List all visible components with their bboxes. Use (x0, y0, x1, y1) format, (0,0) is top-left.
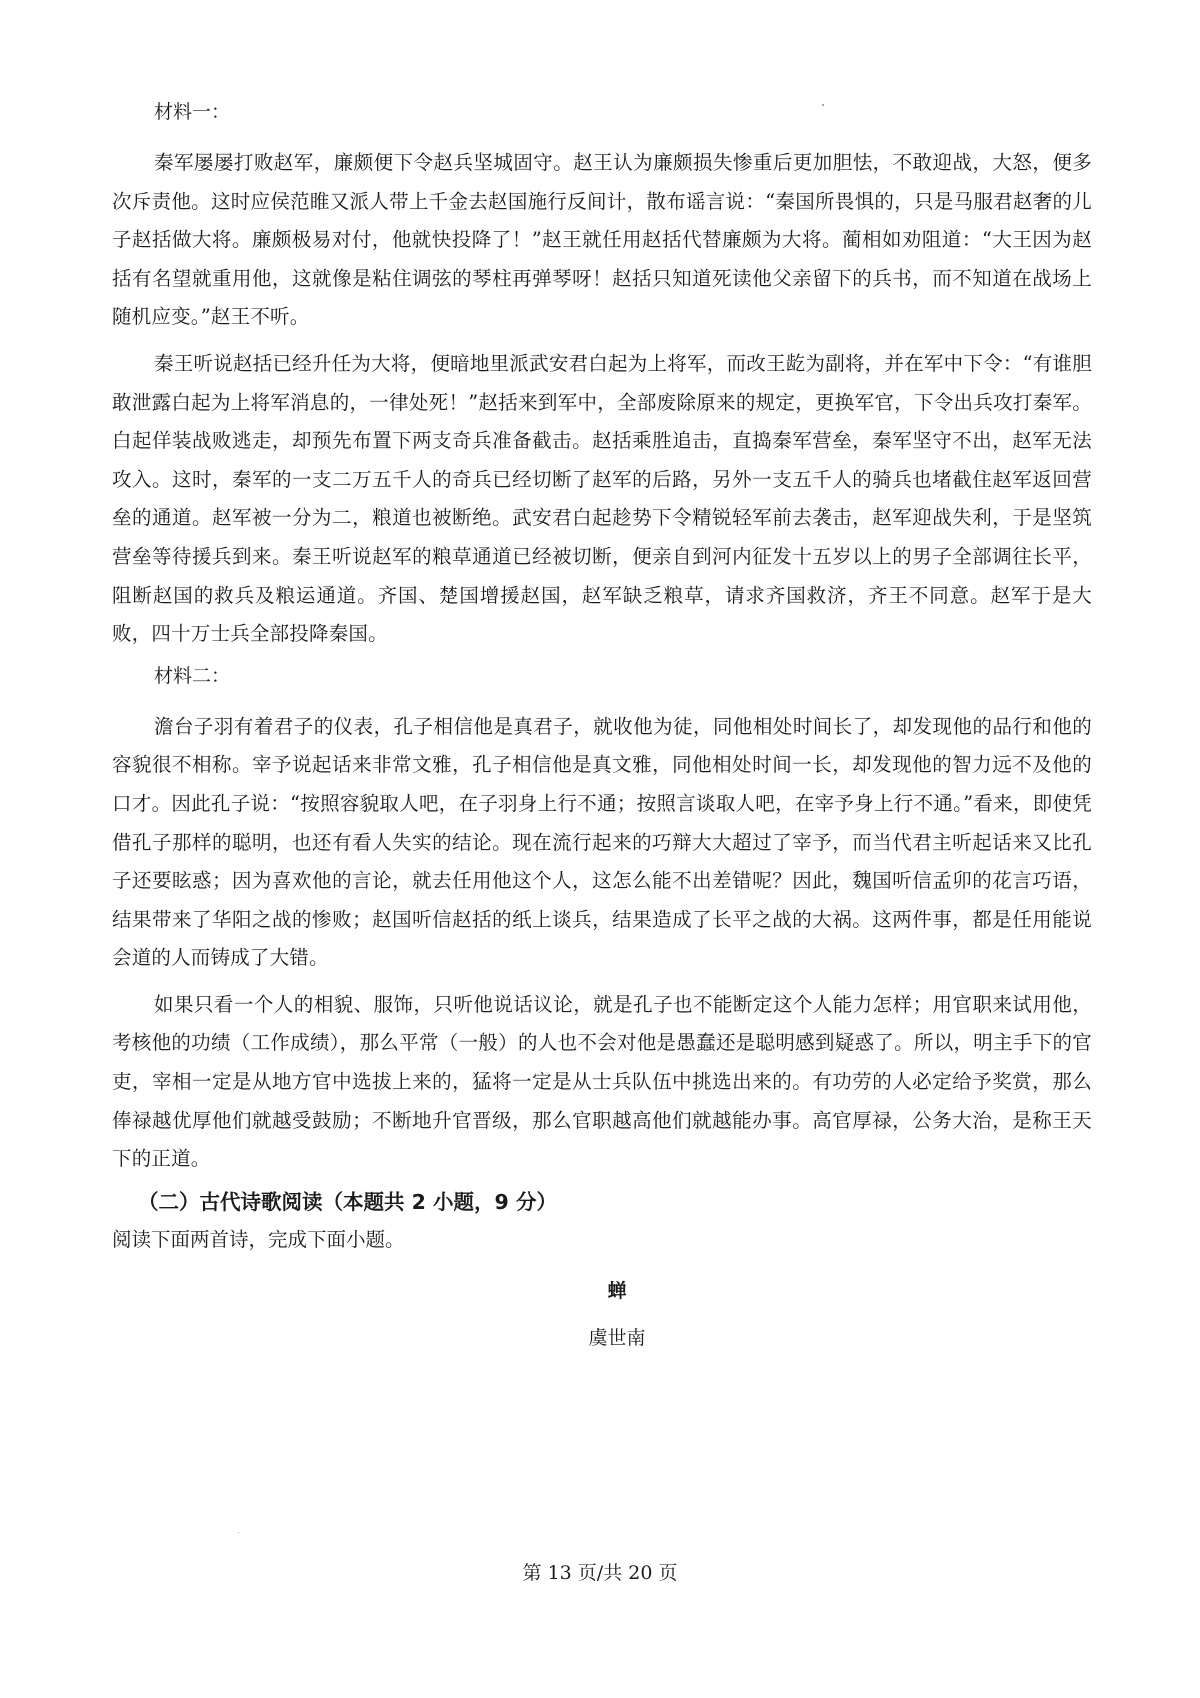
poem-author: 虞世南 (588, 1326, 646, 1349)
material-one-section (112, 98, 1092, 654)
page-number: 第 13 页/共 20 页 (522, 1562, 678, 1584)
section-instruction: 阅读下面两首诗，完成下面小题。 (112, 1227, 405, 1251)
document-body (112, 98, 1092, 1351)
section-heading: （二）古代诗歌阅读（本题共 2 小题，9 分） (138, 1189, 557, 1214)
poetry-section (112, 1187, 1092, 1351)
material-two-section (112, 662, 1092, 1179)
material-two-paragraph-2: 如果只看一个人的相貌、服饰，只听他说话议论，就是孔子也不能断定这个人能力怎样；用官职来试用他，考核他的功绩（工作成绩），那么平常（一般）的人也不会对他是愚蠢还是聪明感到疑惑了。所以，明主手下的官吏，宰相一定是从地方官中选拔上来的，猛将一定是从士兵队伍中挑选出来的。有功劳的人必定给予奖赏，那么俸禄越优厚他们就越受鼓励；不断地升官晋级，那么官职越高他们就越能办事。高官厚禄，公务大治，是称王天下的正道。 (112, 992, 1092, 1171)
material-one-label: 材料一： (154, 101, 231, 123)
material-one-paragraph-2: 秦王听说赵括已经升任为大将，便暗地里派武安君白起为上将军，而改王龁为副将，并在军中下令：“有谁胆敢泄露白起为上将军消息的，一律处死！”赵括来到军中，全部废除原来的规定，更换军官，下令出兵攻打秦军。白起佯装战败逃走，却预先布置下两支奇兵准备截击。赵括乘胜追击，直捣秦军营垒，秦军坚守不出，赵军无法攻入。这时，秦军的一支二万五千人的奇兵已经切断了赵军的后路，另外一支五千人的骑兵也堵截住赵军返回营垒的通道。赵军被一分为二，粮道也被断绝。武安君白起趁势下令精锐轻军前去袭击，赵军迎战失利，于是坚筑营垒等待援兵到来。秦王听说赵军的粮草通道已经被切断，便亲自到河内征发十五岁以上的男子全部调往长平，阻断赵国的救兵及粮运通道。齐国、楚国增援赵国，赵军缺乏粮草，请求齐国救济，齐王不同意。赵军于是大败，四十万士兵全部投降秦国。 (112, 351, 1092, 646)
material-one-paragraph-1: 秦军屡屡打败赵军，廉颇便下令赵兵坚城固守。赵王认为廉颇损失惨重后更加胆怯，不敢迎战，大怒，便多次斥责他。这时应侯范睢又派人带上千金去赵国施行反间计，散布谣言说：“秦国所畏惧的，只是马服君赵奢的儿子赵括做大将。廉颇极易对付，他就快投降了！”赵王就任用赵括代替廉颇为大将。蔺相如劝阻道：“大王因为赵括有名望就重用他，这就像是粘住调弦的琴柱再弹琴呀！赵括只知道死读他父亲留下的兵书，而不知道在战场上随机应变。”赵王不听。 (112, 151, 1092, 329)
poem-title: 蝉 (607, 1279, 627, 1302)
scan-speck (238, 1532, 239, 1533)
material-two-paragraph-1: 澹台子羽有着君子的仪表，孔子相信他是真君子，就收他为徒，同他相处时间长了，却发现他的品行和他的容貌很不相称。宰予说起话来非常文雅，孔子相信他是真文雅，同他相处时间一长，却发现他的智力远不及他的口才。因此孔子说：“按照容貌取人吧，在子羽身上行不通；按照言谈取人吧，在宰予身上行不通。”看来，即使凭借孔子那样的聪明，也还有看人失实的结论。现在流行起来的巧辩大大超过了宰予，而当代君主听起话来又比孔子还要眩惑；因为喜欢他的言论，就去任用他这个人，这怎么能不出差错呢？因此，魏国听信孟卯的花言巧语，结果带来了华阳之战的惨败；赵国听信赵括的纸上谈兵，结果造成了长平之战的大祸。这两件事，都是任用能说会道的人而铸成了大错。 (112, 714, 1092, 970)
material-two-label: 材料二： (154, 664, 231, 687)
